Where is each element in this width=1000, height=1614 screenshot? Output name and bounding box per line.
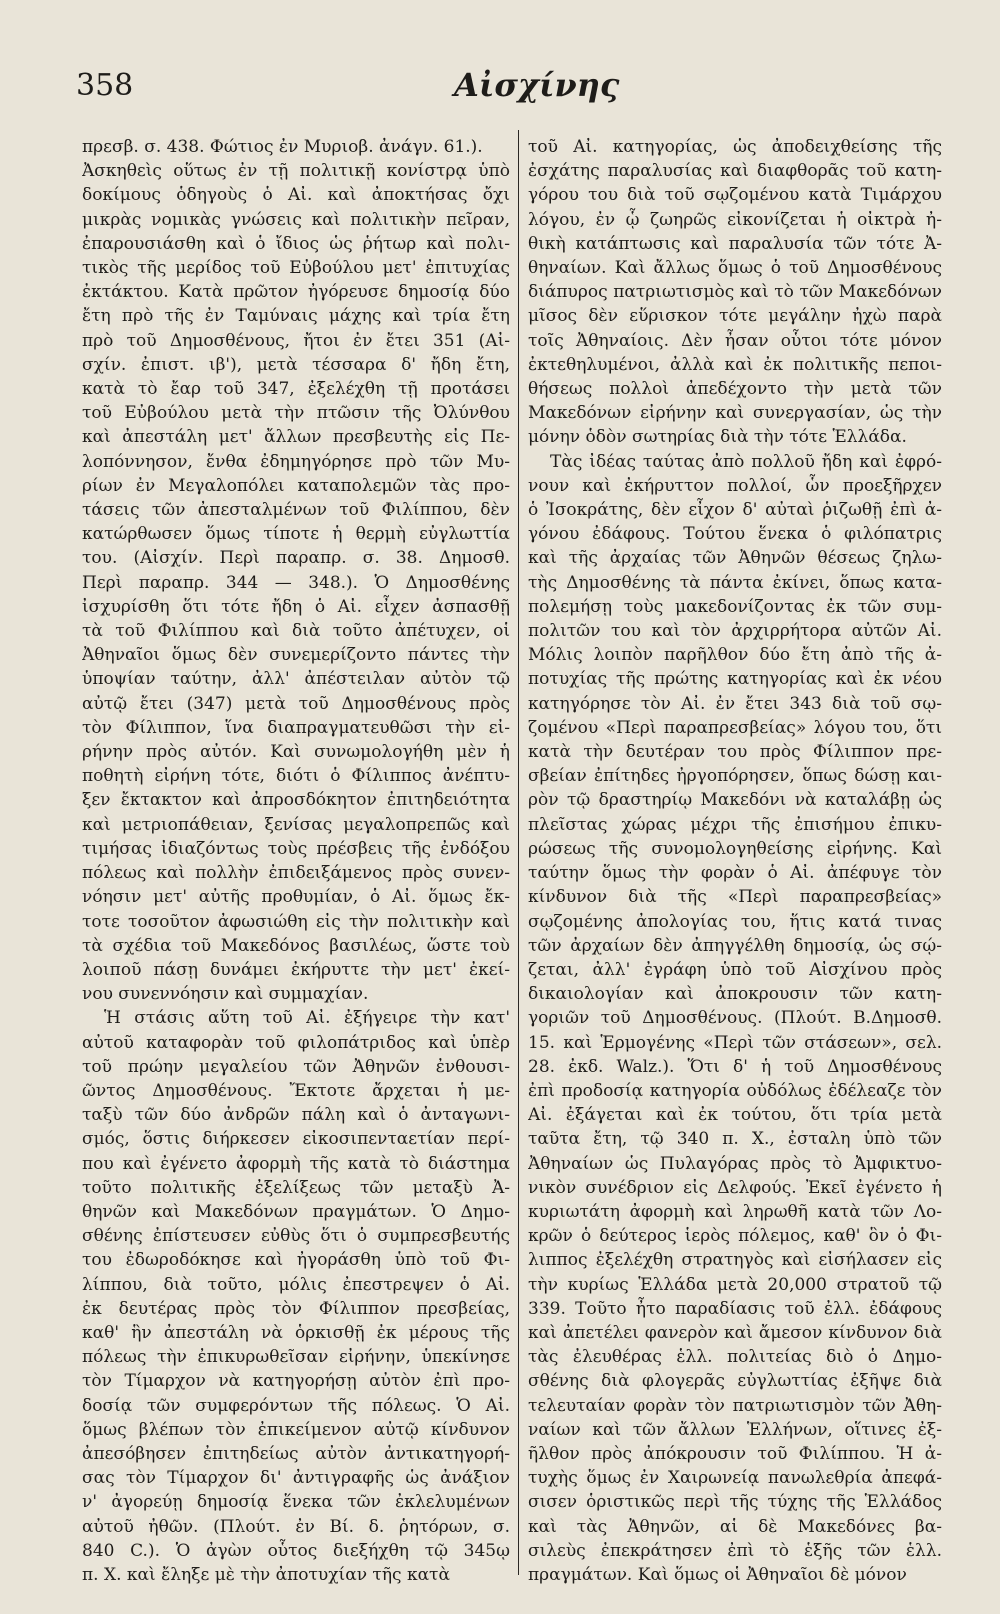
- text-line: ταῦτα ἔτη, τῷ 340 π. Χ., ἐσταλη ὑπὸ τῶν: [528, 1129, 942, 1149]
- text-line: ν' ἀγορεύῃ δημοσίᾳ ἕνεκα τῶν ἐκλελυμένων: [82, 1492, 510, 1512]
- text-line: 15. καὶ Ἑρμογένης «Περὶ τῶν στάσεων», σελ.: [528, 1032, 942, 1052]
- text-line: κατὰ τὸ ἔαρ τοῦ 347, ἐξελέχθη τῇ προτάσει: [82, 379, 510, 399]
- text-line: τάσεις τῶν ἀπεσταλμένων τοῦ Φιλίππου, δὲν: [82, 500, 510, 520]
- text-line: θηνῶν καὶ Μακεδόνων πραγμάτων. Ὁ Δημο-: [82, 1201, 510, 1222]
- text-line: ἔτη πρὸ τῆς ἐν Ταμύναις μάχης καὶ τρία ἔτη: [82, 306, 510, 326]
- text-line: τὰ σχέδια τοῦ Μακεδόνος βασιλέως, ὥστε τοὺ: [82, 935, 510, 955]
- text-line: ἐκτεθηλυμένοι, ἀλλὰ καὶ ἐκ πολιτικῆς πεποι-: [528, 354, 942, 375]
- text-line: τιμήσας ἰδιαζόντως τοὺς πρέσβεις τῆς ἐνδόξου: [82, 838, 510, 859]
- text-line: ξεν ἔκτακτον καὶ ἀπροσδόκητον ἐπιτηδειότητα: [82, 790, 510, 810]
- text-line: νου συνεννόησιν καὶ συμμαχίαν.: [82, 984, 369, 1004]
- text-line: κατηγόρησε τὸν Αἰ. ἐν ἔτει 343 διὰ τοῦ σῳ-: [528, 693, 942, 713]
- text-line: ὁ Ἰσοκράτης, δὲν εἶχον δ' αὐταὶ ῥιζωθῇ ἐπὶ ἀ-: [528, 500, 942, 520]
- text-line: δοκίμους ὁδηγοὺς ὁ Αἰ. καὶ ἀποκτήσας ὄχι: [82, 185, 510, 205]
- text-line: ζομένου «Περὶ παραπρεσβείας» λόγου του, ὅτι: [528, 717, 942, 738]
- text-line: νουν καὶ ἐκήρυττον πολλοί, ὧν προεξῆρχεν: [528, 475, 942, 496]
- text-line: σισεν ὁριστικῶς περὶ τῆς τύχης τῆς Ἑλλάδος: [528, 1492, 942, 1512]
- text-line: γοριῶν τοῦ Δημοσθένους. (Πλούτ. Β.Δημοσθ.: [528, 1008, 942, 1028]
- text-line: ῆλθον πρὸς ἀπόκρουσιν τοῦ Φιλίππου. Ἡ ἀ-: [528, 1443, 942, 1464]
- text-line: τοῦτο πολιτικῆς ἐξελίξεως τῶν μεταξὺ Ἀ-: [82, 1177, 510, 1197]
- text-line: καθ' ἣν ἀπεστάλη νὰ ὁρκισθῇ ἐκ μέρους τῆς: [82, 1322, 510, 1343]
- text-line: σμός, ὅστις διήρκεσεν εἰκοσιπενταετίαν περί-: [82, 1129, 510, 1149]
- text-line: ταύτην ὅμως τὴν φορὰν ὁ Αἰ. ἀπέφυγε τὸν: [528, 863, 942, 883]
- text-line: τὴς Δημοσθένης τὰ πάντα ἐκίνει, ὅπως κατα-: [528, 572, 942, 592]
- text-line: κατὰ τὴν δευτέραν του πρὸς Φίλιππον πρε-: [528, 742, 942, 762]
- text-line: τοῦ Αἰ. κατηγορίας, ὡς ἀποδειχθείσης τῆς: [528, 137, 942, 157]
- text-line: τικὸς τῆς μερίδος τοῦ Εὐβούλου μετ' ἐπιτυχίας: [82, 258, 510, 278]
- page-number: 358: [76, 68, 134, 103]
- text-line: Ἀθηναῖοι ὅμως δὲν συνεμερίζοντο πάντες τὴν: [82, 645, 510, 665]
- text-line: του. (Αἰσχίν. Περὶ παραπρ. σ. 38. Δημοσθ.: [82, 548, 510, 568]
- text-line: σθένης ἐπίστευσεν εὐθὺς ὅτι ὁ συμπρεσβευτής: [82, 1226, 510, 1246]
- running-title: Αἰσχίνης: [454, 66, 620, 104]
- text-line: λοπόννησον, ἔνθα ἐδημηγόρησε πρὸ τῶν Μυ-: [82, 451, 510, 471]
- text-line: σῳζομένης ἀπολογίας του, ἥτις κατά τινας: [528, 911, 942, 931]
- text-line: αὐτοῦ ἠθῶν. (Πλούτ. ἐν Βί. δ. ῥητόρων, σ.: [82, 1516, 510, 1536]
- text-line: ἐπὶ προδοσίᾳ κατηγορία οὐδόλως ἐδέλεαζε τὸν: [528, 1080, 942, 1101]
- text-line: ναίων καὶ τῶν ἄλλων Ἑλλήνων, οἵτινες ἐξ-: [528, 1419, 942, 1439]
- right-text-column: [528, 132, 942, 1584]
- text-line: μῖσος δὲν εὕρισκον τότε μεγάλην ἠχὼ παρὰ: [528, 306, 942, 326]
- text-line: ἐσχάτης παραλυσίας καὶ διαφθορᾶς τοῦ κατη-: [528, 161, 942, 181]
- text-line: Μόλις λοιπὸν παρῆλθον δύο ἔτη ἀπὸ τῆς ἀ-: [528, 645, 942, 665]
- text-line: καὶ ἀπετέλει φανερὸν καὶ ἄμεσον κίνδυνον διὰ: [528, 1322, 942, 1343]
- text-line: του ἐδωροδόκησε καὶ ἠγοράσθη ὑπὸ τοῦ Φι-: [82, 1250, 510, 1270]
- text-line: ὅμως βλέπων τὸν ἐπικείμενον αὐτῷ κίνδυνον: [82, 1419, 510, 1439]
- text-line: τὸν Τίμαρχον νὰ κατηγορήσῃ αὐτὸν ἐπὶ προ-: [82, 1371, 510, 1391]
- text-line: λίππου, διὰ τοῦτο, μόλις ἐπεστρεψεν ὁ Αἰ.: [82, 1274, 510, 1294]
- text-line: λόγου, ἐν ᾧ ζωηρῶς εἰκονίζεται ἡ οἰκτρὰ ἠ-: [528, 209, 942, 229]
- text-line: τελευταίαν φορὰν τὸν πατριωτισμὸν τῶν Ἀθη-: [528, 1395, 942, 1415]
- text-line: 840 C.). Ὁ ἀγὼν οὗτος διεξήχθη τῷ 345ῳ: [82, 1540, 510, 1560]
- text-line: ρώσεως τῆς συνομολογηθείσης εἰρήνης. Καὶ: [528, 838, 942, 859]
- text-line: δικαιολογίαν καὶ ἀποκρουσιν τῶν κατη-: [528, 984, 942, 1004]
- text-line: θικὴ κατάπτωσις καὶ παραλυσία τῶν τότε Ἀ-: [528, 233, 942, 254]
- text-line: κίνδυνον διὰ τῆς «Περὶ παραπρεσβείας»: [528, 887, 942, 907]
- text-line: κατώρθωσεν ὅμως τίποτε ἡ θερμὴ εὐγλωττία: [82, 524, 510, 544]
- text-line: δοσίᾳ τῶν συμφερόντων τῆς πόλεως. Ὁ Αἰ.: [82, 1395, 510, 1415]
- text-line: σχίν. ἐπιστ. ιβ'), μετὰ τέσσαρα δ' ἤδη ἔτη,: [82, 354, 510, 375]
- text-line: καὶ μετριοπάθειαν, ξενίσας μεγαλοπρεπῶς καὶ: [82, 814, 510, 834]
- text-line: κυριωτάτη ἀφορμὴ καὶ ληρωθῆ κατὰ τῶν Λο-: [528, 1201, 942, 1222]
- column-divider: [518, 130, 519, 1575]
- text-line: πολεμήσῃ τοὺς μακεδονίζοντας ἐκ τῶν συμ-: [528, 596, 942, 617]
- text-line: κρῶν ὁ δεύτερος ἱερὸς πόλεμος, καθ' ὃν ὁ Φι-: [528, 1226, 942, 1246]
- text-line: θηναίων. Καὶ ἄλλως ὅμως ὁ τοῦ Δημοσθένους: [528, 258, 942, 278]
- text-line: τὰ τοῦ Φιλίππου καὶ διὰ τοῦτο ἀπέτυχεν, οἱ: [82, 621, 510, 641]
- text-line: καὶ τὰς Ἀθηνῶν, αἱ δὲ Μακεδόνες βα-: [528, 1516, 942, 1536]
- text-line: μικρὰς νομικὰς γνώσεις καὶ πολιτικὴν πεῖραν,: [82, 209, 510, 229]
- text-line: αὐτῷ ἔτει (347) μετὰ τοῦ Δημοσθένους πρὸς: [82, 693, 510, 713]
- text-line: πολιτῶν του καὶ τὸν ἀρχιρρήτορα αὐτῶν Αἰ.: [528, 621, 942, 641]
- text-line: νικὸν συνέδριον εἰς Δελφούς. Ἐκεῖ ἐγένετο ἡ: [528, 1177, 942, 1197]
- text-line: τοῦ πρώην μεγαλείου τῶν Ἀθηνῶν ἐνθουσι-: [82, 1056, 510, 1076]
- text-line: π. Χ. καὶ ἔληξε μὲ τὴν ἀποτυχίαν τῆς κατὰ: [82, 1564, 450, 1585]
- text-line: ρίων ἐν Μεγαλοπόλει καταπολεμῶν τὰς προ-: [82, 475, 510, 496]
- text-line: 28. ἐκδ. Walz.). Ὅτι δ' ἡ τοῦ Δημοσθένους: [528, 1056, 942, 1076]
- text-line: πραγμάτων. Καὶ ὅμως οἱ Ἀθηναῖοι δὲ μόνον: [528, 1564, 907, 1585]
- text-line: ἐπαρουσιάσθη καὶ ὁ ἴδιος ὡς ῥήτωρ καὶ πολι-: [82, 233, 510, 254]
- text-line: μόνην ὁδὸν σωτηρίας διὰ τὴν τότε Ἑλλάδα.: [528, 427, 907, 447]
- text-line: Αἰ. ἐξάγεται καὶ ἐκ τούτου, ὅτι τρία μετὰ: [528, 1105, 942, 1125]
- text-line: ζεται, ἀλλ' ἐγράφη ὑπὸ τοῦ Αἰσχίνου πρὸς: [528, 959, 942, 980]
- text-line: σβείαν ἐπίτηδες ἠργοπόρησεν, ὅπως δώσῃ και-: [528, 766, 942, 786]
- text-line: Ἀθηναίων ὡς Πυλαγόρας πρὸς τὸ Ἀμφικτυο-: [528, 1153, 942, 1173]
- text-line: διάπυρος πατριωτισμὸς καὶ τὸ τῶν Μακεδόνων: [528, 282, 942, 302]
- text-line: ρήνην πρὸς αὐτόν. Καὶ συνωμολογήθη μὲν ἡ: [82, 742, 510, 762]
- text-line: Περὶ παραπρ. 344 — 348.). Ὁ Δημοσθένης: [82, 572, 510, 592]
- text-line: ποθητὴ εἰρήνη τότε, διότι ὁ Φίλιππος ἀνέπτυ-: [82, 766, 510, 786]
- text-line: θήσεως πολλοὶ ἀπεδέχοντο τὴν μετὰ τῶν: [528, 379, 942, 399]
- text-line: ἰσχυρίσθη ὅτι τότε ἤδη ὁ Αἰ. εἶχεν ἀσπασθῇ: [82, 596, 510, 617]
- text-line: που καὶ ἐγένετο ἀφορμὴ τῆς κατὰ τὸ διάστημα: [82, 1153, 510, 1173]
- text-line: σθένης διὰ φλογερᾶς εὐγλωττίας ἐξῆψε διὰ: [528, 1371, 942, 1391]
- text-line: ὑποψίαν ταύτην, ἀλλ' ἀπέστειλαν αὐτὸν τῷ: [82, 669, 510, 689]
- text-line: ρὸν τῷ δραστηρίῳ Μακεδόνι νὰ καταλάβῃ ὡς: [528, 790, 942, 810]
- text-line: 339. Τοῦτο ἦτο παραδίασις τοῦ ἐλλ. ἐδάφους: [528, 1298, 942, 1318]
- text-line: ἐκ δευτέρας πρὸς τὸν Φίλιππον πρεσβείας,: [82, 1298, 510, 1318]
- text-line: πλεῖστας χώρας μέχρι τῆς ἐπισήμου ἐπικυ-: [528, 814, 942, 834]
- text-line: ἀπεσόβησεν ἐπιτηδείως αὐτὸν ἀντικατηγορή-: [82, 1443, 510, 1464]
- text-line: ῶντος Δημοσθένους. Ἔκτοτε ἄρχεται ἡ με-: [82, 1080, 510, 1101]
- text-line: αὐτοῦ καταφορὰν τοῦ φιλοπάτριδος καὶ ὑπὲρ: [82, 1032, 510, 1052]
- text-line: σιλεὺς ἐπεκράτησεν ἐπὶ τὸ ἑξῆς τῶν ἑλλ.: [528, 1540, 942, 1560]
- text-line: Ἡ στάσις αὕτη τοῦ Αἰ. ἐξήγειρε τὴν κατ': [104, 1008, 510, 1028]
- text-line: καὶ τῆς ἀρχαίας τῶν Ἀθηνῶν θέσεως ζηλω-: [528, 548, 942, 568]
- text-line: νόησιν μετ' αὐτῆς προθυμίαν, ὁ Αἰ. ὅμως ἔκ-: [82, 887, 510, 907]
- page-header: [0, 60, 1000, 110]
- text-line: καὶ ἀπεστάλη μετ' ἄλλων πρεσβευτὴς εἰς Πε-: [82, 427, 510, 447]
- text-line: γόρου του διὰ τοῦ σῳζομένου κατὰ Τιμάρχου: [528, 185, 942, 205]
- text-line: Τὰς ἰδέας ταύτας ἀπὸ πολλοῦ ἤδη καὶ ἐφρό-: [550, 451, 942, 471]
- left-text-column: [82, 132, 510, 1584]
- text-line: τοῖς Ἀθηναίοις. Δὲν ἦσαν οὗτοι τότε μόνον: [528, 330, 942, 350]
- text-line: λοιποῦ πάσῃ δυνάμει ἐκήρυττε τὴν μετ' ἐκεί-: [82, 959, 510, 980]
- text-line: Ἀσκηθεὶς οὕτως ἐν τῇ πολιτικῇ κονίστρᾳ ὑπὸ: [82, 161, 510, 181]
- text-line: Μακεδόνων εἰρήνην καὶ συνεργασίαν, ὡς τὴν: [528, 403, 942, 423]
- text-line: σας τὸν Τίμαρχον δι' ἀντιγραφῆς ὡς ἀνάξιον: [82, 1468, 510, 1488]
- text-line: τῶν ἀρχαίων δὲν ἀπηγγέλθη δημοσίᾳ, ὡς σῴ-: [528, 935, 942, 955]
- text-line: ταξὺ τῶν δύο ἀνδρῶν πάλη καὶ ὁ ἀνταγωνι-: [82, 1105, 510, 1125]
- text-line: τὰς ἐλευθέρας ἑλλ. πολιτείας διὸ ὁ Δημο-: [528, 1347, 942, 1367]
- text-line: πρεσβ. σ. 438. Φώτιος ἐν Μυριοβ. ἀνάγν. 61.).: [82, 137, 483, 157]
- text-line: λιππος ἐξελέχθη στρατηγὸς καὶ εἰσήλασεν εἰς: [528, 1250, 942, 1270]
- text-line: πόλεως τὴν ἐπικυρωθεῖσαν εἰρήνην, ὑπεκίνησε: [82, 1347, 510, 1367]
- text-line: τὸν Φίλιππον, ἵνα διαπραγματευθῶσι τὴν εἰ-: [82, 717, 510, 738]
- text-line: γόνου ἐδάφους. Τούτου ἕνεκα ὁ φιλόπατρις: [528, 524, 942, 544]
- text-line: ποτυχίας τῆς πρώτης κατηγορίας καὶ ἐκ νέου: [528, 669, 942, 689]
- text-line: τυχὴς ὅμως ἐν Χαιρωνείᾳ πανωλεθρία ἀπεφά-: [528, 1468, 942, 1488]
- text-line: τοτε τοσοῦτον ἀφωσιώθη εἰς τὴν πολιτικὴν καὶ: [82, 911, 510, 931]
- text-line: ἐκτάκτου. Κατὰ πρῶτον ἠγόρευσε δημοσίᾳ δύο: [82, 282, 510, 302]
- text-line: τὴν κυρίως Ἑλλάδα μετὰ 20,000 στρατοῦ τῷ: [528, 1274, 942, 1294]
- text-line: τοῦ Εὐβούλου μετὰ τὴν πτῶσιν τῆς Ὀλύνθου: [82, 403, 510, 423]
- text-line: πρὸ τοῦ Δημοσθένους, ἤτοι ἐν ἔτει 351 (Αἰ-: [82, 330, 510, 350]
- text-line: πόλεως καὶ πολλὴν ἐπιδειξάμενος πρὸς συνεν-: [82, 863, 510, 883]
